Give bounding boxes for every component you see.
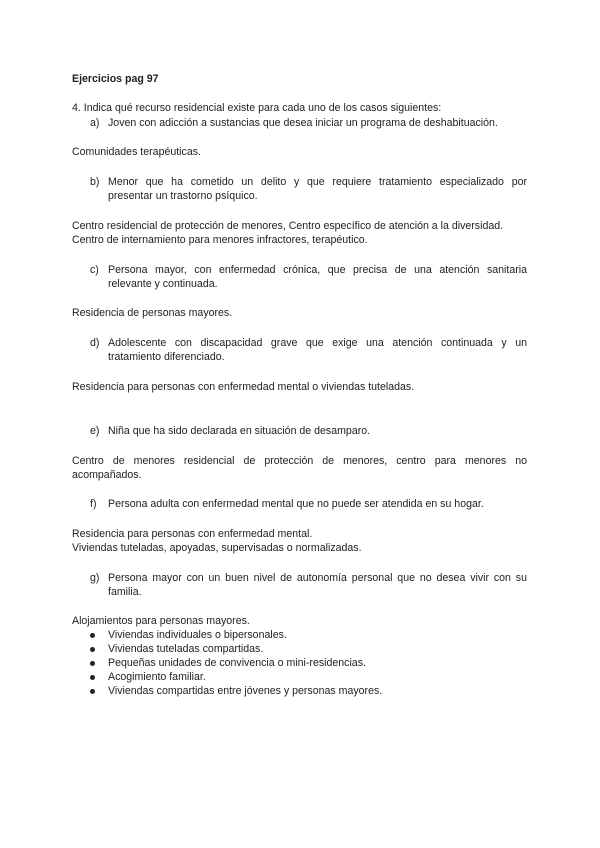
list-item-label: Viviendas individuales o bipersonales.	[108, 629, 287, 641]
case-c-answer: Residencia de personas mayores.	[72, 307, 233, 319]
case-g-text-line-1: Persona mayor con un buen nivel de autonomía personal que no desea vivir con su	[108, 572, 527, 584]
list-item-label: Viviendas tuteladas compartidas.	[108, 643, 264, 655]
case-c-marker: c)	[90, 264, 99, 276]
list-item-label: Viviendas compartidas entre jóvenes y personas mayores.	[108, 685, 383, 697]
case-a-text: Joven con adicción a sustancias que desea iniciar un programa de deshabituación.	[108, 117, 498, 129]
case-f-text: Persona adulta con enfermedad mental que no puede ser atendida en su hogar.	[108, 498, 484, 510]
list-item-label: Acogimiento familiar.	[108, 671, 206, 683]
case-g-text-line-2: familia.	[108, 586, 142, 598]
case-b-text-line-2: presentar un trastorno psíquico.	[108, 190, 258, 202]
case-f-answer-line-1: Residencia para personas con enfermedad mental.	[72, 528, 313, 540]
case-d-text-line-2: tratamiento diferenciado.	[108, 351, 225, 363]
case-b-text-line-1: Menor que ha cometido un delito y que requiere tratamiento especializado por	[108, 176, 527, 188]
bullet-icon	[90, 675, 95, 680]
case-a-marker: a)	[90, 117, 100, 129]
bullet-icon	[90, 689, 95, 694]
case-f-marker: f)	[90, 498, 97, 510]
case-e-answer-line-2: acompañados.	[72, 469, 142, 481]
case-g-marker: g)	[90, 572, 100, 584]
case-c-text-line-2: relevante y continuada.	[108, 278, 218, 290]
case-b-answer-line-1: Centro residencial de protección de menores, Centro específico de atención a la diversidad.	[72, 220, 504, 232]
bullet-icon	[90, 647, 95, 652]
case-b-marker: b)	[90, 176, 100, 188]
case-g-answer: Alojamientos para personas mayores.	[72, 615, 250, 627]
bullet-icon	[90, 661, 95, 666]
list-item-label: Pequeñas unidades de convivencia o mini-residencias.	[108, 657, 366, 669]
case-b-answer-line-2: Centro de internamiento para menores infractores, terapéutico.	[72, 234, 368, 246]
case-a-answer: Comunidades terapéuticas.	[72, 146, 201, 158]
case-e-answer-line-1: Centro de menores residencial de protección de menores, centro para menores no	[72, 455, 527, 467]
question-intro: 4. Indica qué recurso residencial existe para cada uno de los casos siguientes:	[72, 102, 442, 114]
case-c-text-line-1: Persona mayor, con enfermedad crónica, que precisa de una atención sanitaria	[108, 264, 527, 276]
case-e-marker: e)	[90, 425, 100, 437]
case-f-answer-line-2: Viviendas tuteladas, apoyadas, supervisadas o normalizadas.	[72, 542, 362, 554]
case-e-text: Niña que ha sido declarada en situación de desamparo.	[108, 425, 371, 437]
bullet-icon	[90, 633, 95, 638]
case-d-text-line-1: Adolescente con discapacidad grave que exige una atención continuada y un	[108, 337, 527, 349]
page-title: Ejercicios pag 97	[72, 73, 159, 85]
case-d-marker: d)	[90, 337, 100, 349]
case-d-answer: Residencia para personas con enfermedad mental o viviendas tuteladas.	[72, 381, 415, 393]
